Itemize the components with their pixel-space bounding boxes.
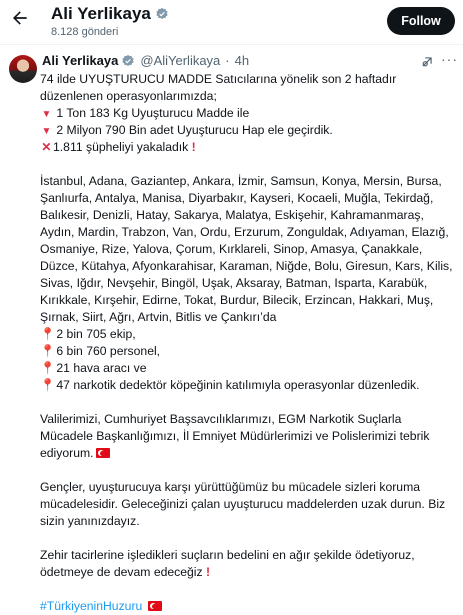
- resource-text: 47 narkotik dedektör köpeğinin katılımıyla operasyonlar düzenledik.: [56, 378, 420, 392]
- resource-line: [40, 326, 458, 343]
- pin-icon: 📍: [40, 378, 56, 392]
- thanks-3-text: ediyorum.: [40, 446, 94, 460]
- more-options-button[interactable]: ···: [441, 51, 458, 67]
- tweet-text: [40, 71, 458, 615]
- pin-icon: 📍: [40, 344, 56, 358]
- follow-button[interactable]: Follow: [387, 7, 455, 35]
- province-line: Aydın, Mardin, Trabzon, Van, Ordu, Erzurum, Zonguldak, Adıyaman, Elazığ,: [40, 225, 449, 239]
- red-cross-icon: ✕: [41, 140, 52, 154]
- grok-icon[interactable]: [420, 55, 434, 69]
- dealers-line-1: Zehir tacirlerine işledikleri suçların bedelini en ağır şekilde ödetiyoruz,: [40, 548, 415, 562]
- exclamation-icon: !: [206, 565, 211, 579]
- stat-line-3: [40, 139, 458, 156]
- posts-count: 8.128 gönderi: [51, 26, 119, 38]
- intro-line-1: 74 ilde UYUŞTURUCU MADDE Satıcılarına yönelik son 2 haftadır: [40, 72, 397, 86]
- hashtag-link[interactable]: #TürkiyeninHuzuru: [40, 599, 143, 613]
- profile-name: [51, 4, 169, 24]
- paragraph-gap: [40, 156, 458, 173]
- tweet-meta: [42, 53, 249, 68]
- turkey-flag-icon: [148, 601, 162, 611]
- turkey-flag-icon: [96, 448, 110, 458]
- profile-header: [0, 0, 463, 44]
- header-divider: [0, 44, 463, 45]
- paragraph-gap: [40, 530, 458, 547]
- stat-line-1: [40, 105, 458, 122]
- resource-line: [40, 377, 458, 394]
- youth-line-3: sizin yanınızdayız.: [40, 514, 140, 528]
- red-triangle-icon: ▼: [41, 126, 52, 137]
- province-line: Şanlıurfa, Antalya, Manisa, Diyarbakır, Kayseri, Kocaeli, Muğla, Tekirdağ,: [40, 191, 434, 205]
- youth-line-2: mücadelesidir. Geleceğinizi çalan uyuşturucu maddelerden uzak durun. Biz: [40, 497, 446, 511]
- verified-badge-icon: [155, 7, 169, 21]
- resource-text: 21 hava aracı ve: [56, 361, 147, 375]
- province-line: Şırnak, Siirt, Ağrı, Artvin, Bitlis ve Çankırı’da: [40, 310, 277, 324]
- author-handle[interactable]: @AliYerlikaya: [140, 53, 221, 68]
- stat-2-text: 2 Milyon 790 Bin adet Uyuşturucu Hap ele geçirdik.: [56, 123, 333, 137]
- resource-line: [40, 360, 458, 377]
- thanks-line-1: Valilerimizi, Cumhuriyet Başsavcılıklarımızı, EGM Narkotik Suçlarla: [40, 412, 402, 426]
- stat-1-text: 1 Ton 183 Kg Uyuşturucu Madde ile: [56, 106, 250, 120]
- stat-3-text: 1.811 şüpheliyi yakaladık: [53, 140, 189, 154]
- resource-line: [40, 343, 458, 360]
- province-line: Balıkesir, Denizli, Hatay, Sakarya, Malatya, Eskişehir, Kahramanmaraş,: [40, 208, 424, 222]
- avatar[interactable]: [9, 55, 37, 83]
- verified-badge-icon: [121, 54, 135, 68]
- thanks-line-3: [40, 445, 458, 462]
- exclamation-icon: !: [191, 140, 196, 154]
- thanks-line-2: Mücadele Başkanlığımızı, İl Emniyet Müdürlerimizi ve Polislerimizi tebrik: [40, 429, 430, 443]
- province-line: İstanbul, Adana, Gaziantep, Ankara, İzmir, Samsun, Konya, Mersin, Bursa,: [40, 174, 442, 188]
- author-name[interactable]: Ali Yerlikaya: [42, 53, 119, 68]
- intro-line-2: düzenlenen operasyonlarımızda;: [40, 89, 217, 103]
- arrow-left-icon: [10, 8, 30, 28]
- youth-line-1: Gençler, uyuşturucuya karşı yürüttüğümüz bu mücadele sizleri koruma: [40, 480, 421, 494]
- resource-text: 2 bin 705 ekip,: [56, 327, 136, 341]
- province-line: Düzce, Kütahya, Afyonkarahisar, Karaman, Niğde, Bolu, Giresun, Kars, Kilis,: [40, 259, 453, 273]
- profile-name-text: Ali Yerlikaya: [51, 4, 151, 23]
- province-line: Osmaniye, Rize, Yalova, Çorum, Kırklareli, Sinop, Amasya, Çanakkale,: [40, 242, 423, 256]
- tweet-time[interactable]: 4h: [234, 53, 250, 68]
- hashtag-line: [40, 598, 458, 615]
- paragraph-gap: [40, 394, 458, 411]
- meta-separator: ·: [225, 53, 230, 68]
- province-line: Kırıkkale, Kırşehir, Edirne, Tokat, Burdur, Bilecik, Erzincan, Hakkari, Muş,: [40, 293, 434, 307]
- dealers-line-2: [40, 564, 458, 581]
- back-button[interactable]: [8, 8, 32, 32]
- paragraph-gap: [40, 462, 458, 479]
- stat-line-2: [40, 122, 458, 139]
- resource-text: 6 bin 760 personel,: [56, 344, 161, 358]
- pin-icon: 📍: [40, 361, 56, 375]
- dealers-2-text: ödetmeye de devam edeceğiz: [40, 565, 203, 579]
- province-line: Sivas, Iğdır, Nevşehir, Bingöl, Uşak, Aksaray, Batman, Isparta, Karabük,: [40, 276, 428, 290]
- pin-icon: 📍: [40, 327, 56, 341]
- red-triangle-icon: ▼: [41, 109, 52, 120]
- paragraph-gap: [40, 581, 458, 598]
